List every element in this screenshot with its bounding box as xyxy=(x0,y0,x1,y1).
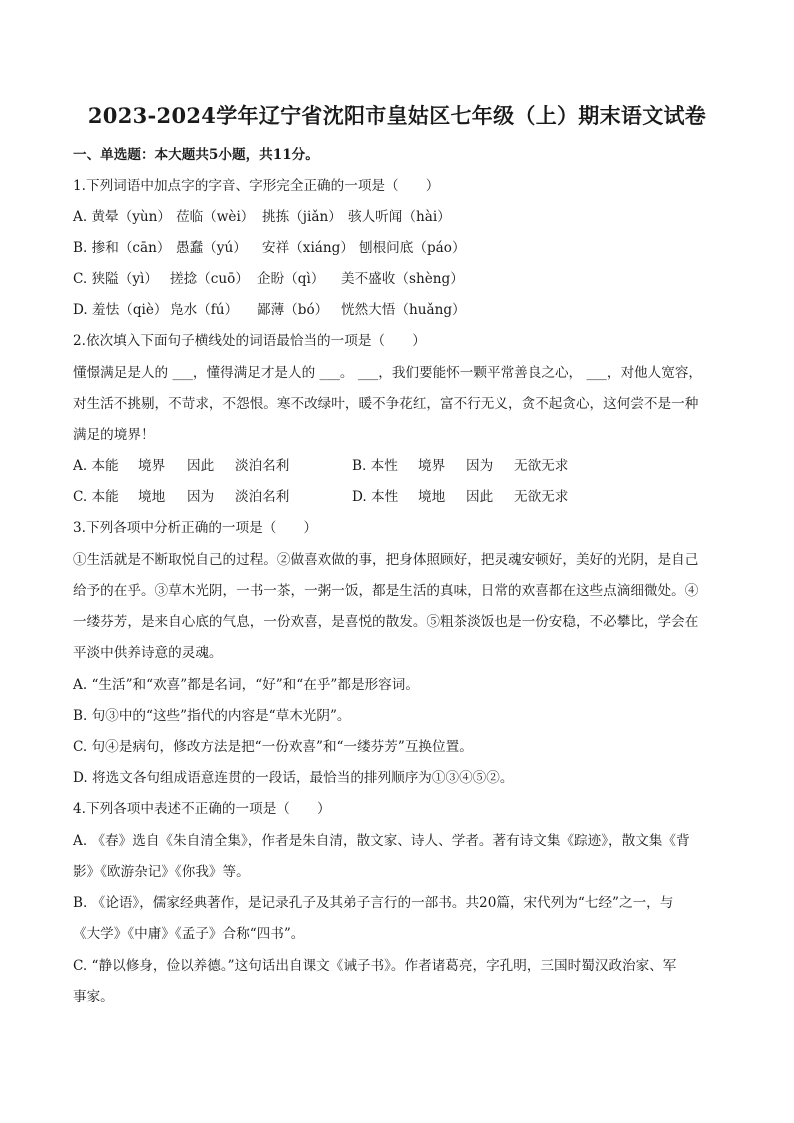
q2-d-1: D. 本性 xyxy=(352,489,399,505)
q4-option-c-line2: 事家。 xyxy=(73,989,114,1005)
q2-c-3: 因为 xyxy=(187,489,215,505)
q1-d-1: D. 羞怯（qiè） xyxy=(73,302,168,318)
q4-option-a-line1: A. 《春》选自《朱自清全集》，作者是朱自清，散文家、诗人、学者。著有诗文集《踪迹》，散文集《背 xyxy=(73,833,690,849)
q2-option-d xyxy=(352,488,568,506)
q4-option-a-line2: 影》《欧游杂记》《你我》等。 xyxy=(73,864,250,880)
q2-stem: 2.依次填入下面句子横线处的词语最恰当的一项是（ ） xyxy=(73,333,426,349)
q2-passage-3: 满足的境界！ xyxy=(73,427,155,443)
q1-option-b xyxy=(73,239,466,257)
q2-b-4: 无欲无求 xyxy=(514,458,569,474)
q2-c-4: 淡泊名利 xyxy=(235,489,290,505)
q1-d-2: 凫水（fú） xyxy=(170,302,239,318)
q2-d-3: 因此 xyxy=(466,489,494,505)
q1-c-2: 搓捻（cuō） xyxy=(170,271,249,287)
q2-b-2: 境界 xyxy=(418,458,446,474)
section-heading: 一、单选题：本大题共5小题，共11分。 xyxy=(73,147,319,163)
q2-a-4: 淡泊名利 xyxy=(235,458,290,474)
q3-passage-1: ①生活就是不断取悦自己的过程。②做喜欢做的事，把身体照顾好，把灵魂安顿好，美好的光阴，是自己 xyxy=(73,552,699,568)
q1-d-4: 恍然大悟（huǎng） xyxy=(341,302,466,318)
q3-passage-2: 给予的在乎。③草木光阴，一书一茶，一粥一饭，都是生活的真味，日常的欢喜都在这些点滴细微处。④ xyxy=(73,583,699,599)
q1-c-3: 企盼（qì） xyxy=(257,271,325,287)
q1-b-4: 刨根问底（páo） xyxy=(359,240,466,256)
q4-stem: 4.下列各项中表述不正确的一项是（ ） xyxy=(73,801,331,817)
q2-b-3: 因为 xyxy=(466,458,494,474)
q1-stem: 1.下列词语中加点字的字音、字形完全正确的一项是（ ） xyxy=(73,178,440,194)
q1-option-c xyxy=(73,270,464,288)
page-title: 2023-2024学年辽宁省沈阳市皇姑区七年级（上）期末语文试卷 xyxy=(87,103,707,128)
q4-option-b-line1: B. 《论语》，儒家经典著作，是记录孔子及其弟子言行的一部书。共20篇，宋代列为“七经”之一，与 xyxy=(73,895,674,911)
q1-c-1: C. 狭隘（yì） xyxy=(73,271,158,287)
q3-option-a: A. “生活”和“欢喜”都是名词，“好”和“在乎”都是形容词。 xyxy=(73,677,419,693)
q4-option-c-line1: C. “静以修身，俭以养德。”这句话出自课文《诫子书》。作者诸葛亮，字孔明，三国时蜀汉政治家、军 xyxy=(73,958,677,974)
q2-option-c xyxy=(73,488,351,506)
q1-b-2: 愚蠢（yú） xyxy=(176,240,247,256)
q2-a-1: A. 本能 xyxy=(73,458,119,474)
q2-c-1: C. 本能 xyxy=(73,489,119,505)
q1-b-3: 安祥（xiáng） xyxy=(262,240,354,256)
q1-b-1: B. 掺和（cān） xyxy=(73,240,171,256)
q2-d-4: 无欲无求 xyxy=(514,489,569,505)
q1-d-3: 鄙薄（bó） xyxy=(257,302,329,318)
q2-passage-1: 懂憬满足是人的 ___，懂得满足才是人的 ___。 ___，我们要能怀一颗平常善良之心， ___，对他人宽容， xyxy=(73,365,702,381)
q2-d-2: 境地 xyxy=(418,489,446,505)
q2-b-1: B. 本性 xyxy=(352,458,398,474)
q2-option-b xyxy=(352,457,568,475)
q4-option-b-line2: 《大学》《中庸》《孟子》合称“四书”。 xyxy=(73,926,305,942)
q3-option-d: D. 将选文各句组成语意连贯的一段话，最恰当的排列顺序为①③④⑤②。 xyxy=(73,770,514,786)
q2-a-2: 境界 xyxy=(138,458,166,474)
q2-option-a xyxy=(73,457,351,475)
q3-passage-4: 平淡中供养诗意的灵魂。 xyxy=(73,645,223,661)
q3-option-b: B. 句③中的“这些”指代的内容是“草木光阴”。 xyxy=(73,708,351,724)
q3-passage-3: 一缕芬芳，是来自心底的气息，一份欢喜，是喜悦的散发。⑤粗茶淡饭也是一份安稳，不必攀比，学会在 xyxy=(73,614,699,630)
q2-passage-2: 对生活不挑剔，不苛求，不怨恨。寒不改绿叶，暖不争花红，富不行无义，贪不起贪心，这何尝不是一种 xyxy=(73,396,699,412)
q2-a-3: 因此 xyxy=(187,458,215,474)
q1-a-4: 骇人听闻（hài） xyxy=(348,209,451,225)
q1-option-d xyxy=(73,301,466,319)
q1-option-a xyxy=(73,208,451,226)
q3-option-c: C. 句④是病句，修改方法是把“一份欢喜”和“一缕芬芳”互换位置。 xyxy=(73,739,473,755)
q2-c-2: 境地 xyxy=(138,489,166,505)
q1-a-1: A. 黄晕（yùn） xyxy=(73,209,172,225)
q1-a-2: 莅临（wèi） xyxy=(176,209,255,225)
q1-c-4: 美不盛收（shèng） xyxy=(341,271,464,287)
q3-stem: 3.下列各项中分析正确的一项是（ ） xyxy=(73,520,318,536)
q1-a-3: 挑拣（jiǎn） xyxy=(262,209,342,225)
